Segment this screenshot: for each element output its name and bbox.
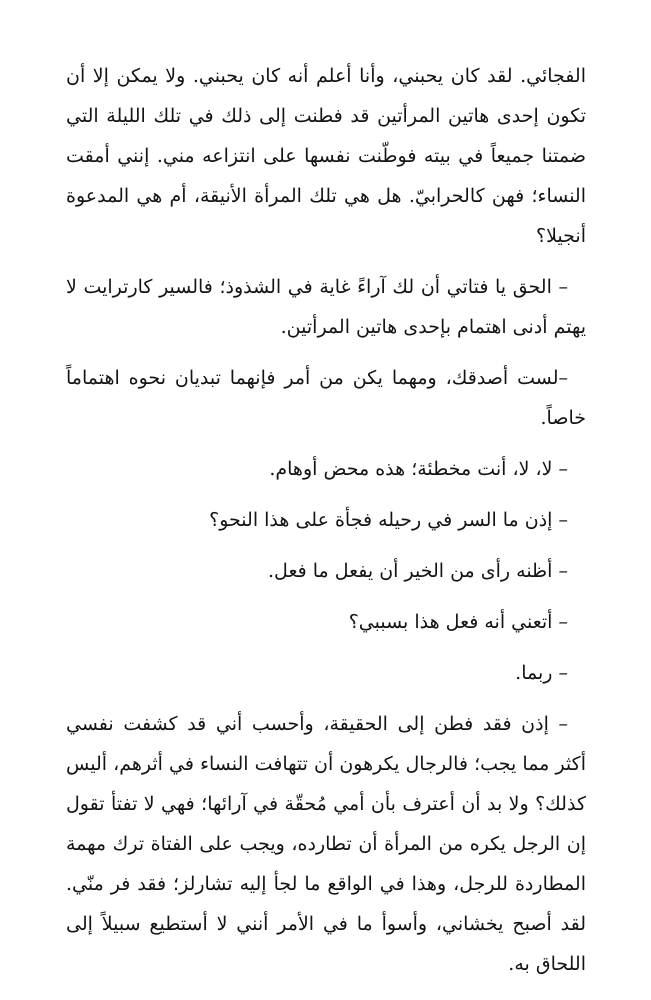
book-page (66, 56, 586, 984)
paragraph-9: – إذن فقد فطن إلى الحقيقة، وأحسب أني قد كشفت نفسي أكثر مما يجب؛ فالرجال يكرهون أن تتهافت النساء في أثرهم، أليس كذلك؟ ولا بد أن أعترف بأن أمي مُحقّة في آرائها؛ فهي لا تفتأ تقول إن الرجل يكره من المرأة أن تطارده، ويجب على الفتاة ترك مهمة المطاردة للرجل، وهذا في الواقع ما لجأ إليه تشارلز؛ فقد فر منّي. لقد أصبح يخشاني، وأسوأ ما في الأمر أنني لا أستطيع سبيلاً إلى اللحاق به. (66, 713, 586, 975)
paragraph-4: – لا، لا، أنت مخطئة؛ هذه محض أوهام. (269, 458, 568, 480)
paragraph-3: –لست أصدقك، ومهما يكن من أمر فإنهما تبديان نحوه اهتماماً خاصاً. (66, 367, 586, 429)
paragraph-5: – إذن ما السر في رحيله فجأة على هذا النحو؟ (209, 509, 568, 531)
paragraph-7: – أتعني أنه فعل هذا بسببي؟ (348, 611, 568, 633)
paragraph-1: الفجائي. لقد كان يحبني، وأنا أعلم أنه كان يحبني. ولا يمكن إلا أن تكون إحدى هاتين المرأتين قد فطنت إلى ذلك في تلك الليلة التي ضمتنا جميعاً في بيته فوطّنت نفسها على انتزاعه مني. إنني أمقت النساء؛ فهن كالحرابيّ. هل هي تلك المرأة الأنيقة، أم هي المدعوة أنجيلا؟ (66, 65, 586, 247)
paragraph-6: – أظنه رأى من الخير أن يفعل ما فعل. (268, 560, 568, 582)
paragraph-2: – الحق يا فتاتي أن لك آراءً غاية في الشذوذ؛ فالسير كارترايت لا يهتم أدنى اهتمام بإحدى هاتين المرأتين. (66, 276, 586, 338)
paragraph-8: – ربما. (515, 662, 568, 684)
